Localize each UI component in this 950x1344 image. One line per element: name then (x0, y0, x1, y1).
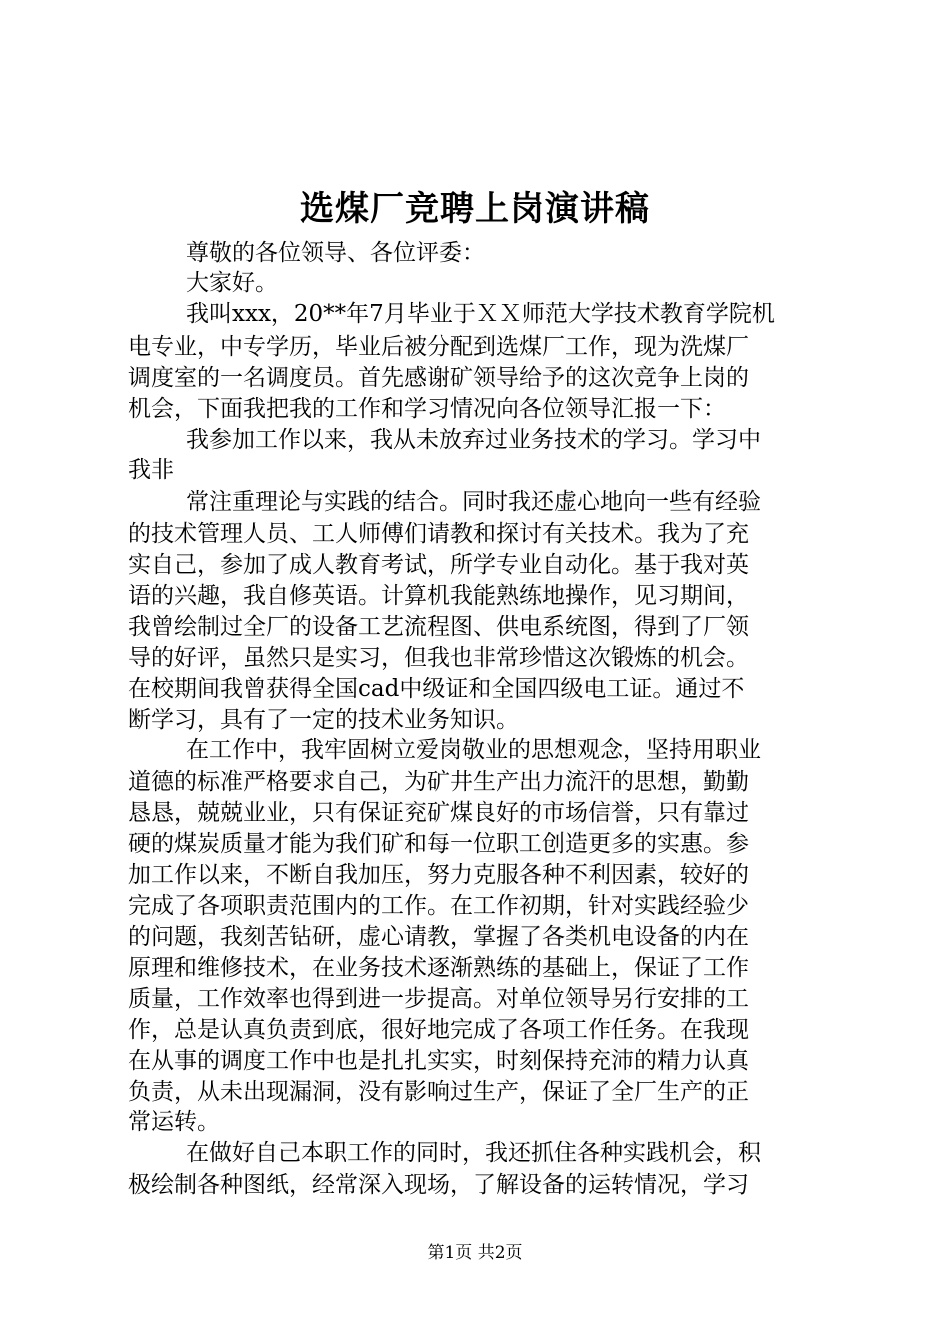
text-line: 原理和维修技术，在业务技术逐渐熟练的基础上，保证了工作 (128, 955, 749, 981)
text-line: 作，总是认真负责到底，很好地完成了各项工作任务。在我现 (128, 1017, 749, 1043)
text-line: 我曾绘制过全厂的设备工艺流程图、供电系统图，得到了厂领 (128, 614, 749, 640)
text-line: 电专业，中专学历，毕业后被分配到选煤厂工作，现为洗煤厂 (128, 334, 749, 360)
text-line: 调度室的一名调度员。首先感谢矿领导给予的这次竞争上岗的 (128, 365, 749, 391)
text-line: 语的兴趣，我自修英语。计算机我能熟练地操作，见习期间， (128, 583, 749, 609)
text-line: 我参加工作以来，我从未放弃过业务技术的学习。学习中 (186, 427, 761, 453)
text-line: 尊敬的各位领导、各位评委： (186, 240, 485, 266)
text-line: 断学习，具有了一定的技术业务知识。 (128, 707, 519, 733)
text-line: 在校期间我曾获得全国cad中级证和全国四级电工证。通过不 (128, 676, 745, 702)
text-line: 机会，下面我把我的工作和学习情况向各位领导汇报一下： (128, 396, 726, 422)
text-line: 极绘制各种图纸，经常深入现场，了解设备的运转情况，学习 (128, 1172, 749, 1198)
page-footer: 第1页 共2页 (427, 1243, 523, 1263)
page-title: 选煤厂竞聘上岗演讲稿 (300, 189, 650, 229)
text-line: 质量，工作效率也得到进一步提高。对单位领导另行安排的工 (128, 986, 749, 1012)
text-line: 常注重理论与实践的结合。同时我还虚心地向一些有经验 (186, 489, 761, 515)
text-line: 在工作中，我牢固树立爱岗敬业的思想观念，坚持用职业 (186, 737, 761, 763)
text-line: 我叫xxx，20**年7月毕业于ＸＸ师范大学技术教育学院机 (186, 301, 775, 327)
text-line: 在从事的调度工作中也是扎扎实实，时刻保持充沛的精力认真 (128, 1048, 749, 1074)
text-line: 我非 (128, 457, 174, 483)
text-line: 的问题，我刻苦钻研，虚心请教，掌握了各类机电设备的内在 (128, 924, 749, 950)
text-line: 实自己，参加了成人教育考试，所学专业自动化。基于我对英 (128, 552, 749, 578)
text-line: 导的好评，虽然只是实习，但我也非常珍惜这次锻炼的机会。 (128, 645, 749, 671)
text-line: 在做好自己本职工作的同时，我还抓住各种实践机会，积 (186, 1140, 761, 1166)
text-line: 硬的煤炭质量才能为我们矿和每一位职工创造更多的实惠。参 (128, 831, 749, 857)
text-line: 加工作以来，不断自我加压，努力克服各种不利因素，较好的 (128, 862, 749, 888)
text-line: 道德的标准严格要求自己，为矿井生产出力流汗的思想，勤勤 (128, 769, 749, 795)
text-line: 完成了各项职责范围内的工作。在工作初期，针对实践经验少 (128, 893, 749, 919)
text-line: 常运转。 (128, 1109, 220, 1135)
text-line: 大家好。 (186, 270, 278, 296)
text-line: 负责，从未出现漏洞，没有影响过生产，保证了全厂生产的正 (128, 1079, 749, 1105)
text-line: 的技术管理人员、工人师傅们请教和探讨有关技术。我为了充 (128, 521, 749, 547)
text-line: 恳恳，兢兢业业，只有保证兖矿煤良好的市场信誉，只有靠过 (128, 800, 749, 826)
